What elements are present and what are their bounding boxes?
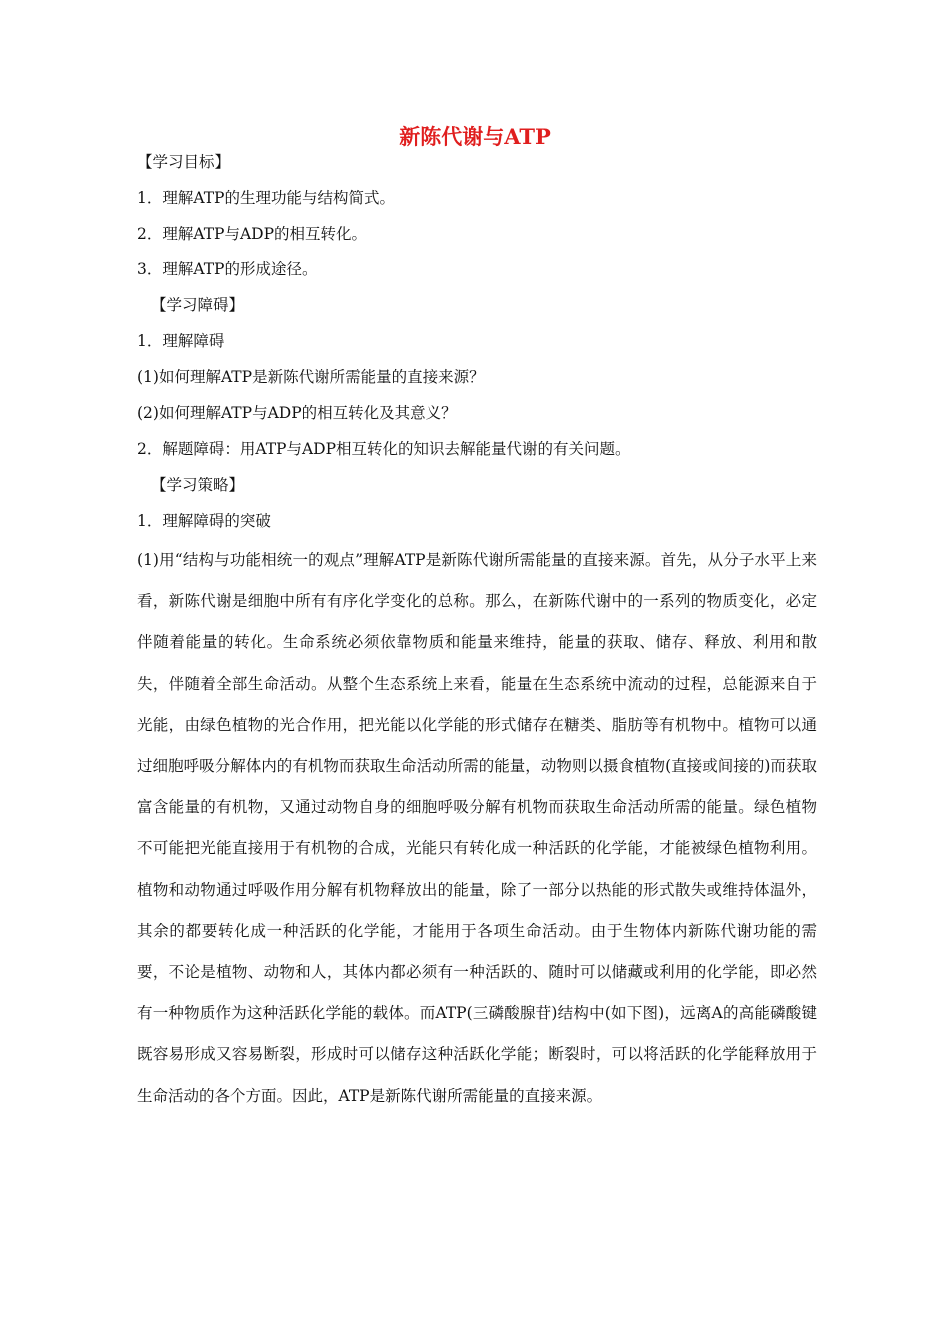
strategy-item-1: 1．理解障碍的突破 <box>137 512 271 530</box>
goal-item-3: 3．理解ATP的形成途径。 <box>137 260 318 278</box>
page-title: 新陈代谢与ATP <box>399 124 551 149</box>
obstacle-sub-item-2: (2)如何理解ATP与ADP的相互转化及其意义？ <box>137 404 457 422</box>
obstacle-item-1: 1．理解障碍 <box>137 332 225 350</box>
obstacle-sub-item-1: (1)如何理解ATP是新陈代谢所需能量的直接来源？ <box>137 368 485 386</box>
strategy-paragraph: (1)用“结构与功能相统一的观点”理解ATP是新陈代谢所需能量的直接来源。首先，从分子水平上来看，新陈代谢是细胞中所有有序化学变化的总称。那么，在新陈代谢中的一系列的物质变化，必定伴随着能量的转化。生命系统必须依靠物质和能量来维持，能量的获取、储存、释放、利用和散失，伴随着全部生命活动。从整个生态系统上来看，能量在生态系统中流动的过程，总能源来自于光能，由绿色植物的光合作用，把光能以化学能的形式储存在糖类、脂肪等有机物中。植物可以通过细胞呼吸分解体内的有机物而获取生命活动所需的能量，动物则以摄食植物(直接或间接的)而获取富含能量的有机物，又通过动物自身的细胞呼吸分解有机物而获取生命活动所需的能量。绿色植物不可能把光能直接用于有机物的合成，光能只有转化成一种活跃的化学能，才能被绿色植物利用。植物和动物通过呼吸作用分解有机物释放出的能量，除了一部分以热能的形式散失或维持体温外，其余的都要转化成一种活跃的化学能，才能用于各项生命活动。由于生物体内新陈代谢功能的需要，不论是植物、动物和人，其体内都必须有一种活跃的、随时可以储藏或利用的化学能，即必然有一种物质作为这种活跃化学能的载体。而ATP(三磷酸腺苷)结构中(如下图)，远离A的高能磷酸键既容易形成又容易断裂，形成时可以储存这种活跃化学能；断裂时，可以将活跃的化学能释放用于生命活动的各个方面。因此，ATP是新陈代谢所需能量的直接来源。 <box>137 551 817 1105</box>
section-header-goals: 【学习目标】 <box>137 153 231 171</box>
goal-item-1: 1．理解ATP的生理功能与结构简式。 <box>137 189 395 207</box>
goal-item-2: 2．理解ATP与ADP的相互转化。 <box>137 225 368 243</box>
obstacle-item-2: 2．解题障碍：用ATP与ADP相互转化的知识去解能量代谢的有关问题。 <box>137 440 631 458</box>
section-header-strategy: 【学习策略】 <box>151 476 245 494</box>
section-header-obstacles: 【学习障碍】 <box>151 296 245 314</box>
